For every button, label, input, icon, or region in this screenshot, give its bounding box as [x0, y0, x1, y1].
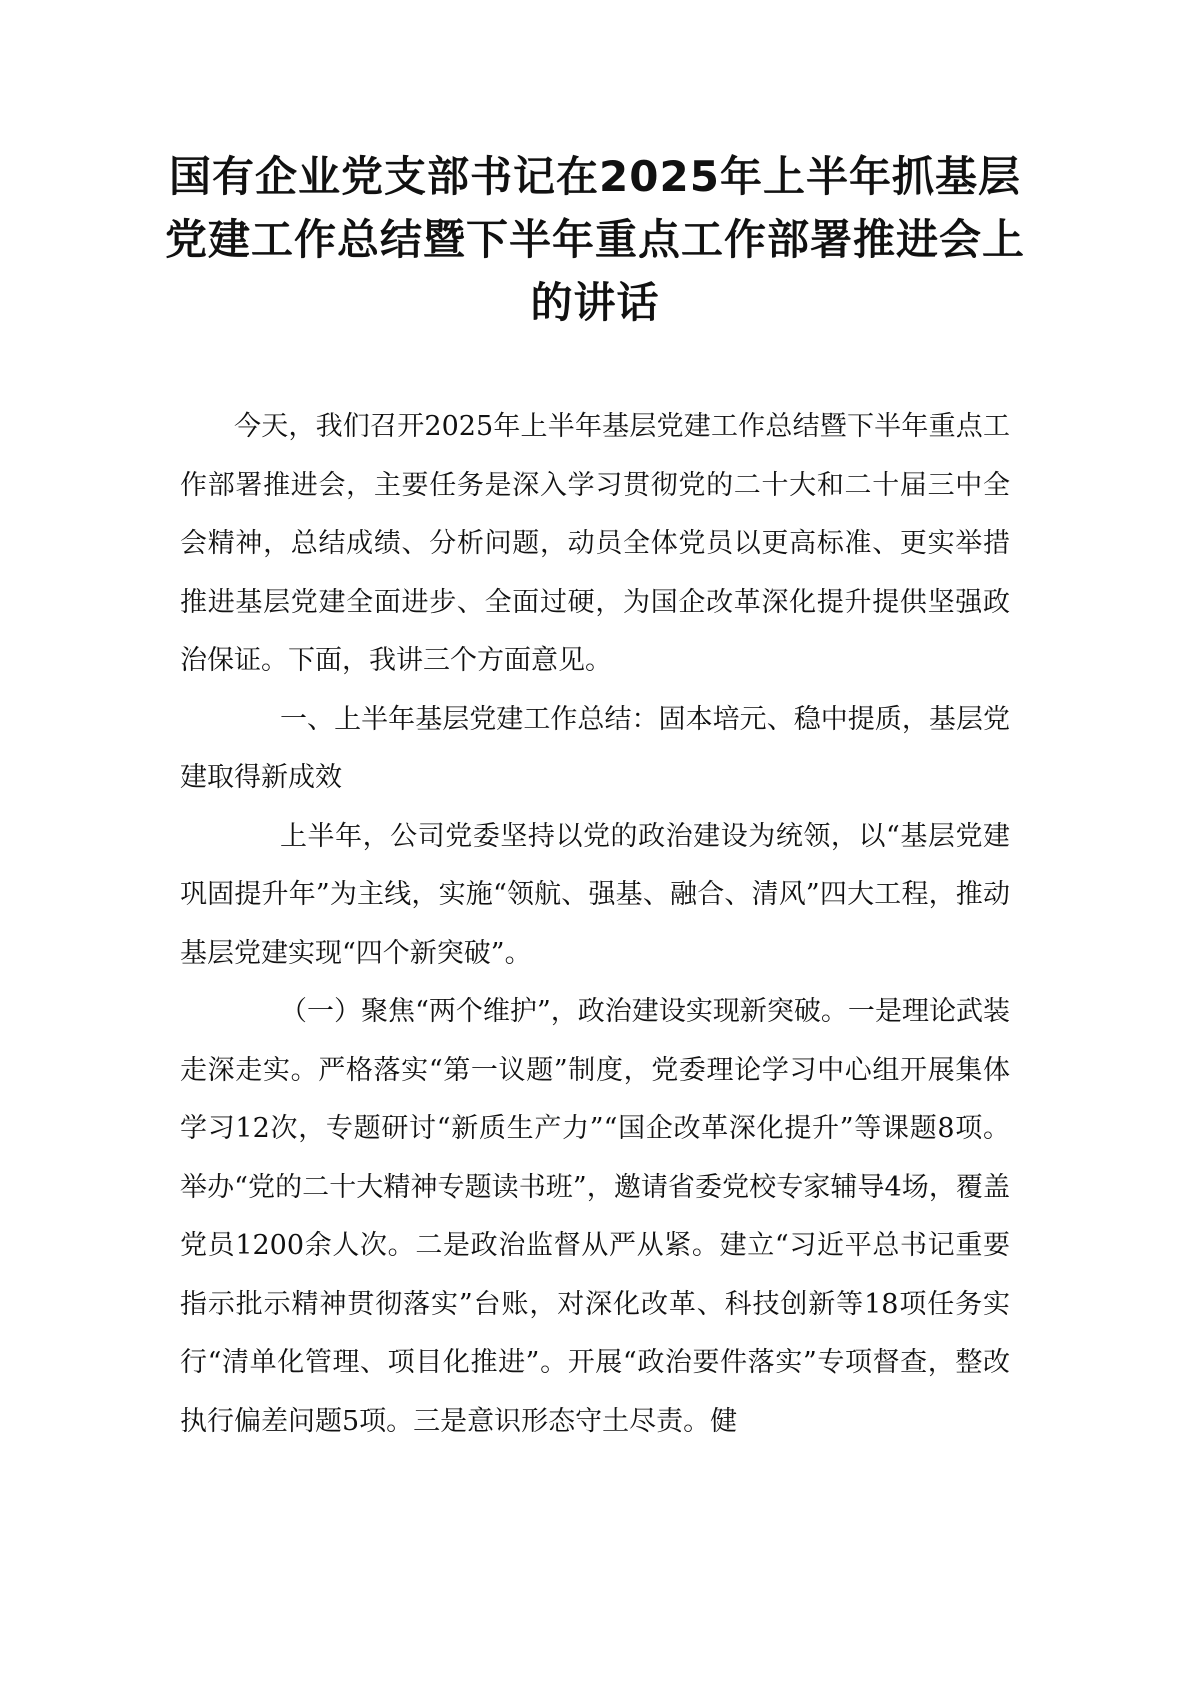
section-heading-1: 一、上半年基层党建工作总结：固本培元、稳中提质，基层党建取得新成效	[180, 703, 1010, 793]
paragraph-intro: 今天，我们召开2025年上半年基层党建工作总结暨下半年重点工作部署推进会，主要任务是深入学习贯彻党的二十大和二十届三中全会精神，总结成绩、分析问题，动员全体党员以更高标准、更实举措推进基层党建全面进步、全面过硬，为国企改革深化提升提供坚强政治保证。下面，我讲三个方面意见。	[180, 411, 1010, 676]
document-body	[180, 398, 1010, 1451]
paragraph-political-building: （一）聚焦“两个维护”，政治建设实现新突破。一是理论武装走深走实。严格落实“第一议题”制度，党委理论学习中心组开展集体学习12次，专题研讨“新质生产力”“国企改革深化提升”等课题8项。举办“党的二十大精神专题读书班”，邀请省委党校专家辅导4场，覆盖党员1200余人次。二是政治监督从严从紧。建立“习近平总书记重要指示批示精神贯彻落实”台账，对深化改革、科技创新等18项任务实行“清单化管理、项目化推进”。开展“政治要件落实”专项督查，整改执行偏差问题5项。三是意识形态守土尽责。健	[180, 996, 1010, 1437]
paragraph-summary: 上半年，公司党委坚持以党的政治建设为统领，以“基层党建巩固提升年”为主线，实施“领航、强基、融合、清风”四大工程，推动基层党建实现“四个新突破”。	[180, 820, 1010, 969]
document-title: 国有企业党支部书记在2025年上半年抓基层党建工作总结暨下半年重点工作部署推进会上的讲话	[164, 152, 1025, 327]
